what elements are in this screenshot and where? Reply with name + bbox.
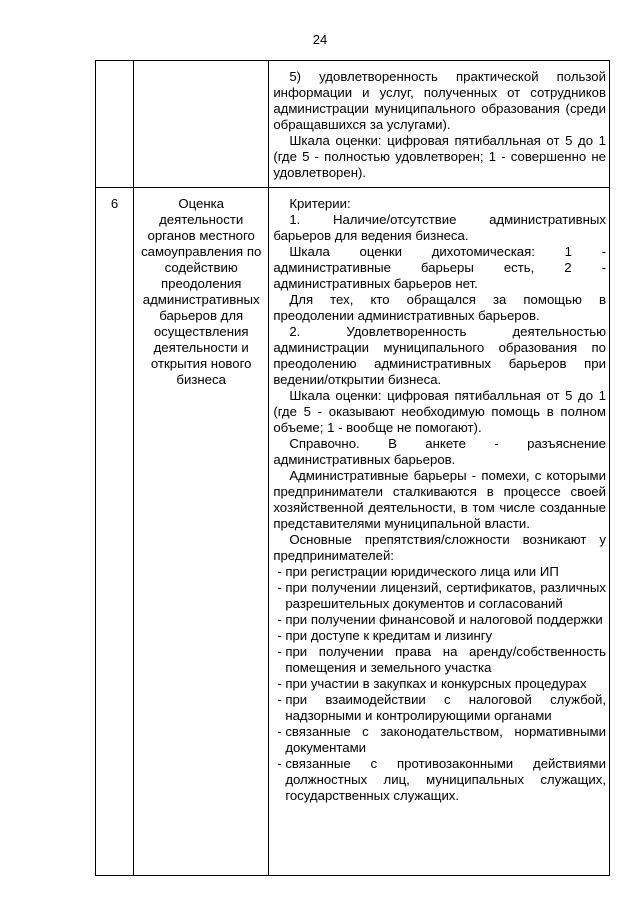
paragraph: Основные препятствия/сложности возникают у предпринимателей: [273,532,606,563]
list-item: - при участии в закупках и конкурсных процедурах [273,676,606,692]
list-item: - связанные с законодательством, нормативными документами [273,724,606,756]
row-number-cell: 6 [96,188,134,876]
table-row [96,61,610,188]
table-row [96,188,610,876]
list-item: - при доступе к кредитам и лизингу [273,628,606,644]
paragraph: Шкала оценки: цифровая пятибалльная от 5 до 1 (где 5 - оказывают необходимую помощь в полном объеме; 1 - вообще не помогают). [273,388,606,435]
paragraph: Административные барьеры - помехи, с которыми предприниматели сталкиваются в процессе своей хозяйственной деятельности, в том числе созданные представителями муниципальной власти. [273,468,606,531]
row-number-cell [96,61,134,188]
criteria-cell [269,188,610,876]
list-item: - при получении финансовой и налоговой поддержки [273,612,606,628]
criteria-cell [269,61,610,188]
list-item: - при получении лицензий, сертификатов, различных разрешительных документов и согласований [273,580,606,612]
criteria-table [95,60,610,876]
paragraph: 2. Удовлетворенность деятельностью администрации муниципального образования по преодолению административных барьеров при ведении/открытии бизнеса. [273,324,606,387]
list-item: - связанные с противозаконными действиями должностных лиц, муниципальных служащих, государственных служащих. [273,756,606,804]
paragraph: Шкала оценки дихотомическая: 1 - административные барьеры есть, 2 - административных барьеров нет. [273,244,606,291]
paragraph: Критерии: [289,196,351,211]
indicator-name-cell: Оценка деятельности органов местного самоуправления по содействию преодоления административных барьеров для осуществления деятельности и открытия нового бизнеса [134,188,269,876]
list-item: - при регистрации юридического лица или ИП [273,564,606,580]
list-item: - при получении права на аренду/собственность помещения и земельного участка [273,644,606,676]
paragraph: Для тех, кто обращался за помощью в преодолении административных барьеров. [273,292,606,323]
paragraph: 1. Наличие/отсутствие административных барьеров для ведения бизнеса. [273,212,606,243]
paragraph: Шкала оценки: цифровая пятибалльная от 5 до 1 (где 5 - полностью удовлетворен; 1 - совершенно не удовлетворен). [273,133,606,180]
indicator-name-cell [134,61,269,188]
page-number: 24 [312,32,328,47]
paragraph: Справочно. В анкете - разъяснение административных барьеров. [273,436,606,467]
paragraph: 5) удовлетворенность практической пользой информации и услуг, полученных от сотрудников администрации муниципального образования (среди обращавшихся за услугами). [273,69,606,132]
list-item: - при взаимодействии с налоговой службой, надзорными и контролирующими органами [273,692,606,724]
